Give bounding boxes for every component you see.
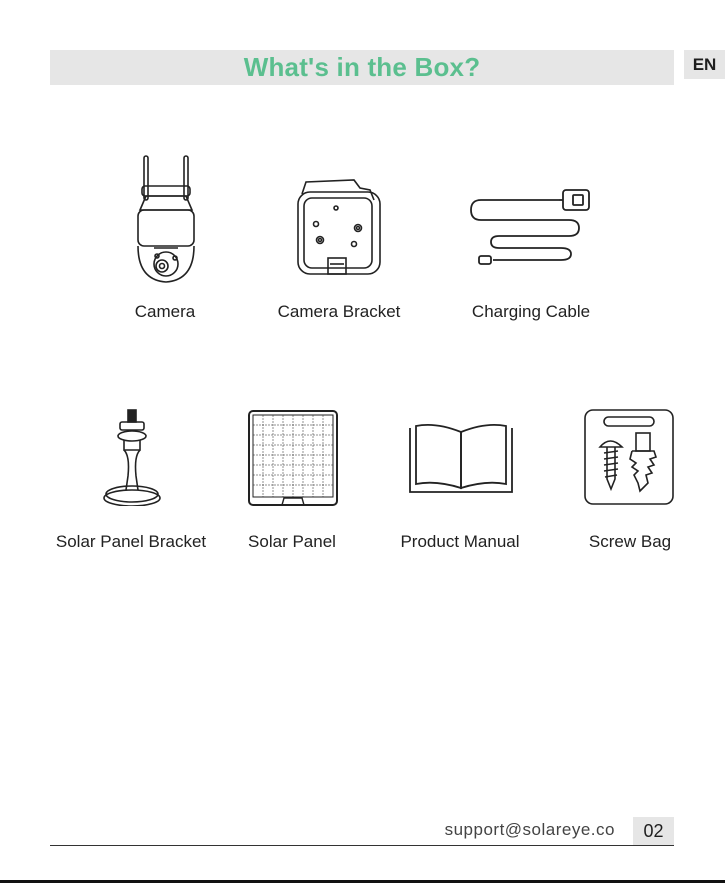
item-label-charging-cable: Charging Cable bbox=[471, 302, 591, 321]
charging-cable-icon bbox=[469, 186, 599, 266]
footer-divider bbox=[50, 845, 674, 846]
item-label-camera-bracket: Camera Bracket bbox=[277, 302, 401, 321]
camera-bracket-icon bbox=[294, 178, 384, 278]
title-bar bbox=[50, 50, 674, 85]
support-email[interactable]: support@solareye.co bbox=[444, 820, 615, 839]
language-badge: EN bbox=[684, 50, 725, 79]
item-label-camera: Camera bbox=[134, 302, 196, 321]
product-manual-icon bbox=[406, 422, 516, 496]
screw-bag-icon bbox=[584, 409, 676, 507]
page-title: What's in the Box? bbox=[243, 52, 481, 82]
camera-icon bbox=[126, 152, 206, 292]
page-number: 02 bbox=[633, 817, 674, 845]
solar-panel-icon bbox=[248, 410, 340, 508]
solar-panel-bracket-icon bbox=[100, 406, 170, 506]
item-label-solar-panel-bracket: Solar Panel Bracket bbox=[55, 532, 207, 551]
item-label-screw-bag: Screw Bag bbox=[588, 532, 672, 551]
item-label-product-manual: Product Manual bbox=[400, 532, 520, 551]
item-label-solar-panel: Solar Panel bbox=[248, 532, 336, 551]
